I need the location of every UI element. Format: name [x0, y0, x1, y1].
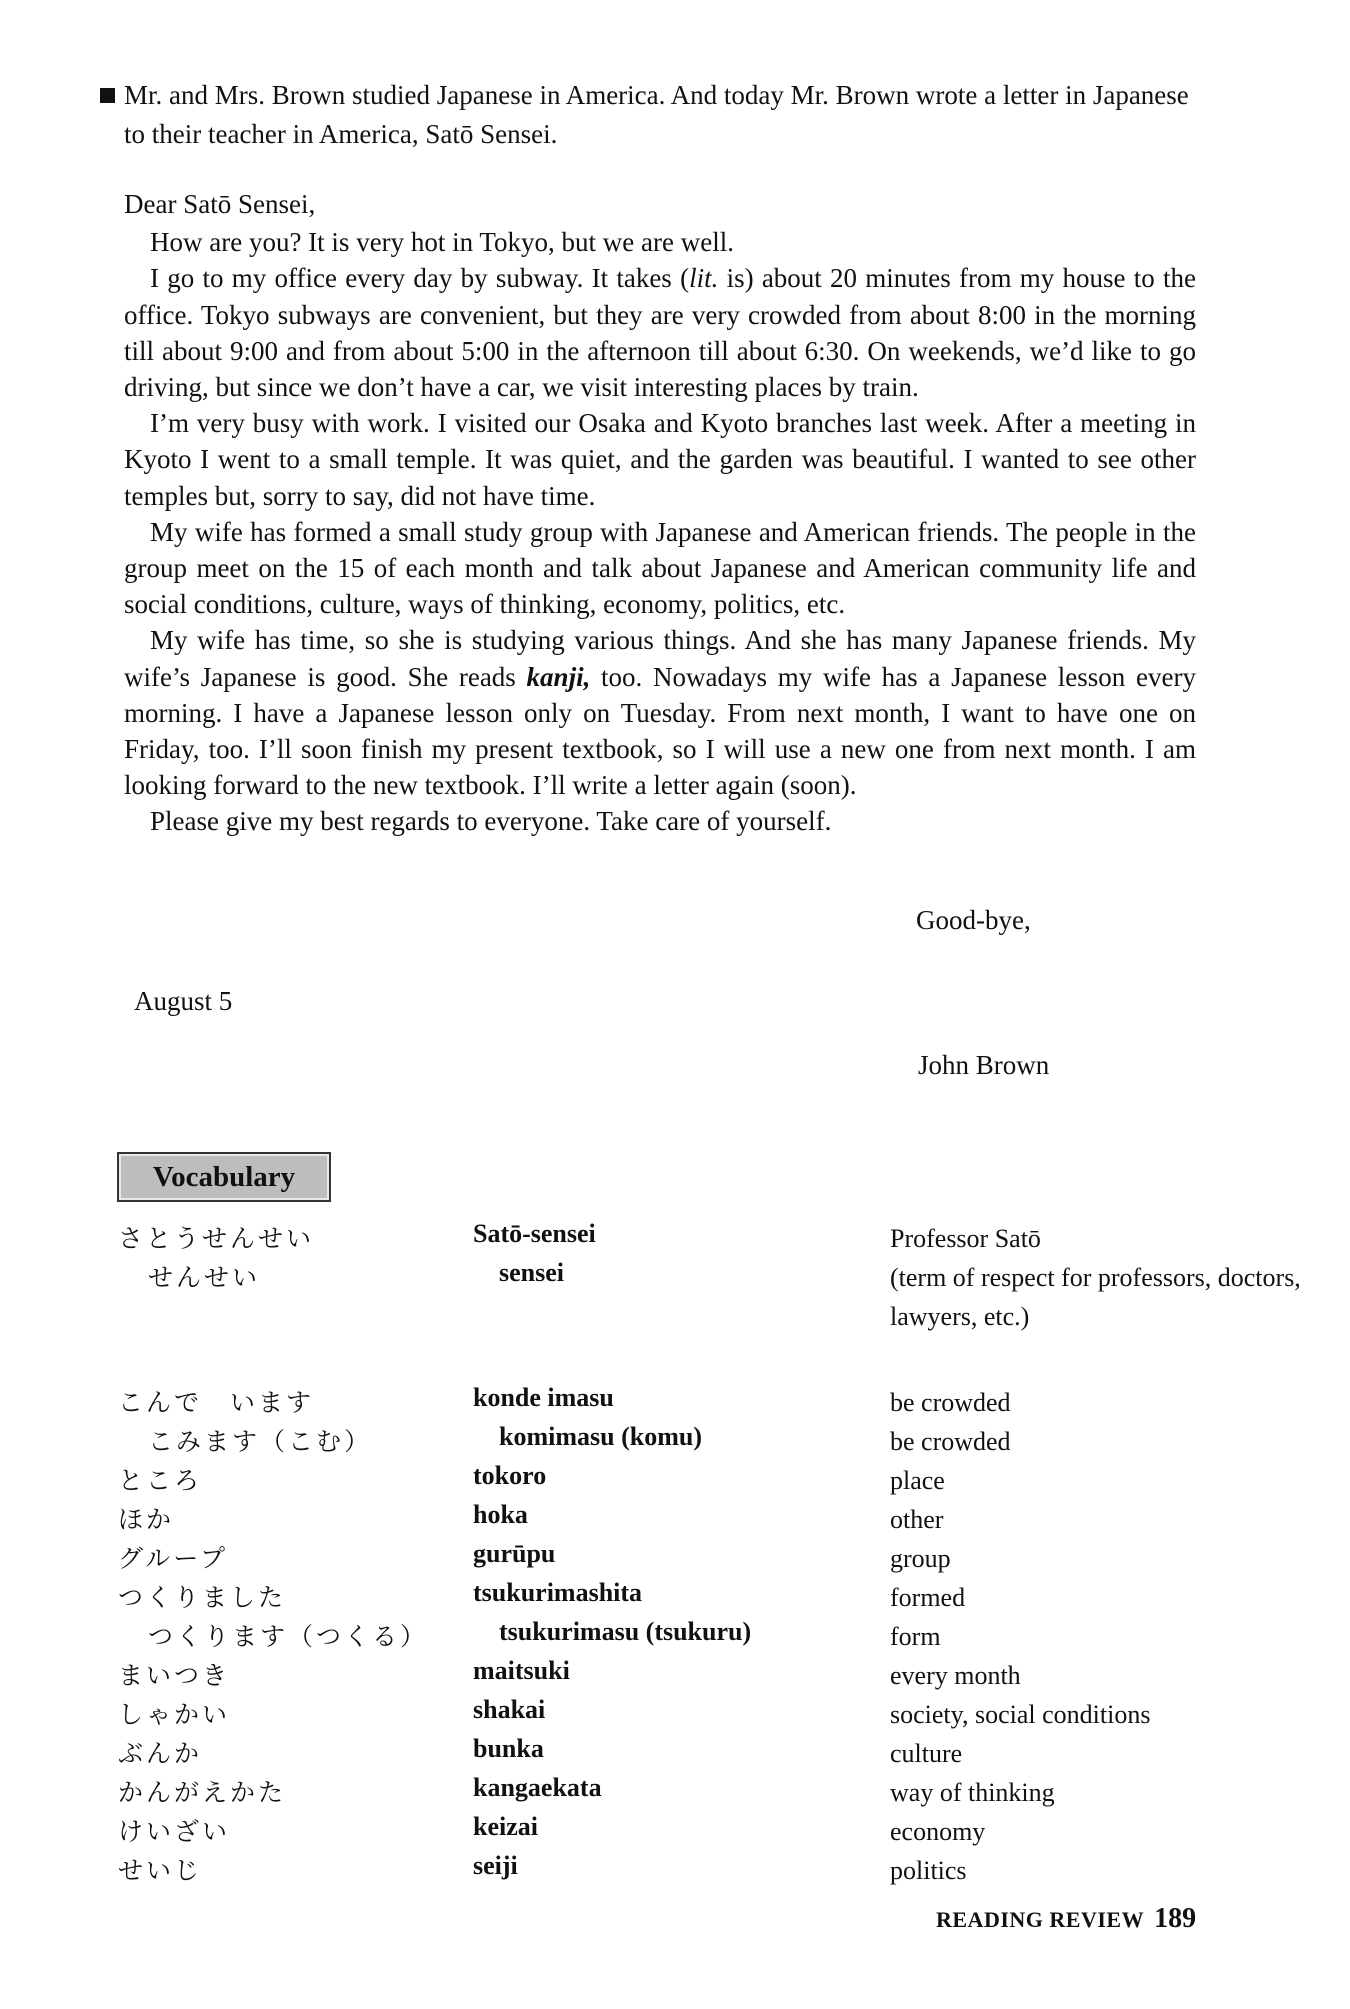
vocab-english: culture — [890, 1739, 963, 1768]
vocab-english: politics — [890, 1856, 967, 1885]
vocab-english: Professor Satō — [890, 1224, 1041, 1253]
letter-paragraph-1: How are you? It is very hot in Tokyo, but we are well. — [150, 227, 734, 258]
vocab-japanese: ぶんか — [118, 1739, 203, 1768]
kanji-term: kanji, — [526, 661, 591, 692]
vocab-japanese: グループ — [118, 1544, 229, 1573]
vocab-english: economy — [890, 1817, 986, 1846]
vocab-entry — [118, 1693, 1218, 1732]
vocab-entry — [118, 1537, 1218, 1576]
vocab-japanese: けいざい — [118, 1817, 231, 1846]
vocab-japanese: こんで います — [118, 1388, 315, 1417]
letter-text: too. Nowadays my wife has a Japanese lesson every morning. I have a Japanese lesson only on Tuesday. From next month, I want to have one on Friday, too. I’ll soon finish my present textbook, so I will use a new one from next month. I am looking forward to the new textbook. I’ll write a letter again (soon). — [124, 661, 1196, 801]
vocab-romaji: maitsuki — [473, 1656, 570, 1685]
square-bullet-icon — [100, 88, 115, 103]
vocab-entry — [118, 1498, 1218, 1537]
vocab-entry — [118, 1849, 1218, 1888]
vocab-japanese: ほか — [118, 1505, 175, 1534]
letter-signature: John Brown — [918, 1050, 1050, 1080]
intro-paragraph — [100, 76, 1200, 154]
vocab-japanese: こみます（こむ） — [148, 1427, 373, 1456]
vocab-entry — [118, 1420, 1218, 1459]
vocab-romaji: komimasu (komu) — [499, 1422, 702, 1451]
vocab-entry — [118, 1654, 1218, 1693]
letter-text: My wife has time, so she is studying various things. And she has many Japanese friends. My wife’s Japanese is good. She reads — [124, 625, 1196, 692]
vocab-romaji: hoka — [473, 1500, 528, 1529]
vocab-entry — [118, 1810, 1218, 1849]
page-number: 189 — [1154, 1903, 1197, 1934]
running-footer-title: READING REVIEW — [936, 1907, 1145, 1932]
vocab-english: society, social conditions — [890, 1700, 1151, 1729]
vocab-japanese: かんがえかた — [118, 1778, 287, 1807]
letter-body — [124, 186, 1196, 840]
letter-paragraph-4: My wife has formed a small study group with Japanese and American friends. The people in the group meet on the 15 of each month and talk about Japanese and American community life and social conditions, culture, ways of thinking, economy, politics, etc. — [124, 516, 1196, 620]
letter-text: is) about 20 minutes from my house to the office. Tokyo subways are convenient, but they are very crowded from about 8:00 in the morning till about 9:00 and from about 5:00 in the afternoon till about 6:30. On weekends, we’d like to go driving, but since we don’t have a car, we visit interesting places by train. — [124, 263, 1196, 403]
vocab-entry — [118, 1381, 1218, 1420]
vocab-romaji: keizai — [473, 1812, 538, 1841]
vocab-english: be crowded — [890, 1388, 1011, 1417]
vocab-english: form — [890, 1622, 941, 1651]
letter-paragraph-3: I’m very busy with work. I visited our Osaka and Kyoto branches last week. After a meeting in Kyoto I went to a small temple. It was quiet, and the garden was beautiful. I wanted to see other temples but, sorry to say, did not have time. — [124, 408, 1196, 511]
vocab-english: formed — [890, 1583, 966, 1612]
vocab-romaji: sensei — [499, 1258, 564, 1287]
letter-date: August 5 — [134, 986, 233, 1016]
vocab-english: every month — [890, 1661, 1021, 1690]
vocab-japanese: さとうせんせい — [118, 1224, 315, 1253]
intro-text: Mr. and Mrs. Brown studied Japanese in America. And today Mr. Brown wrote a letter in Japanese to their teacher in America, Satō Sensei. — [124, 80, 1189, 149]
vocab-japanese: せいじ — [118, 1856, 203, 1885]
vocab-entry — [118, 1615, 1218, 1654]
vocab-entry — [118, 1256, 1301, 1373]
vocab-romaji: Satō-sensei — [473, 1219, 596, 1248]
vocab-english: group — [890, 1544, 951, 1573]
vocab-romaji: seiji — [473, 1851, 518, 1880]
vocab-romaji: kangaekata — [473, 1773, 602, 1802]
vocabulary-heading: Vocabulary — [117, 1152, 331, 1202]
vocab-entry — [118, 1576, 1218, 1615]
vocab-english: way of thinking — [890, 1778, 1055, 1807]
vocab-romaji: tsukurimashita — [473, 1578, 643, 1607]
letter-salutation: Dear Satō Sensei, — [124, 189, 316, 219]
vocab-japanese: せんせい — [148, 1263, 261, 1292]
vocab-entry — [118, 1217, 1218, 1256]
vocab-japanese: つくりました — [118, 1583, 287, 1612]
vocabulary-list — [118, 1217, 1301, 1888]
vocab-romaji: konde imasu — [473, 1383, 614, 1412]
vocab-entry — [118, 1732, 1218, 1771]
lit-abbreviation: lit. — [689, 263, 719, 294]
vocab-entry — [118, 1771, 1218, 1810]
vocab-english: be crowded — [890, 1427, 1011, 1456]
vocab-romaji: tsukurimasu (tsukuru) — [499, 1617, 752, 1646]
letter-paragraph-6: Please give my best regards to everyone. Take care of yourself. — [150, 806, 832, 837]
vocab-romaji: tokoro — [473, 1461, 547, 1490]
vocab-japanese: まいつき — [118, 1661, 231, 1690]
vocab-japanese: ところ — [118, 1466, 203, 1495]
letter-text: I go to my office every day by subway. It takes ( — [150, 263, 690, 294]
letter-paragraph-2 — [124, 260, 1196, 405]
vocab-romaji: gurūpu — [473, 1539, 556, 1568]
vocab-english: place — [890, 1466, 945, 1495]
vocab-english: other — [890, 1505, 944, 1534]
vocab-romaji: bunka — [473, 1734, 544, 1763]
letter-closing: Good-bye, — [916, 905, 1031, 935]
vocab-english: (term of respect for professors, doctors, lawyers, etc.) — [890, 1263, 1301, 1331]
vocab-japanese: しゃかい — [118, 1700, 231, 1729]
page-footer — [936, 1903, 1196, 1935]
letter-paragraph-5 — [124, 622, 1196, 803]
vocab-entry — [118, 1459, 1218, 1498]
vocab-romaji: shakai — [473, 1695, 546, 1724]
vocab-japanese: つくります（つくる） — [148, 1622, 429, 1651]
